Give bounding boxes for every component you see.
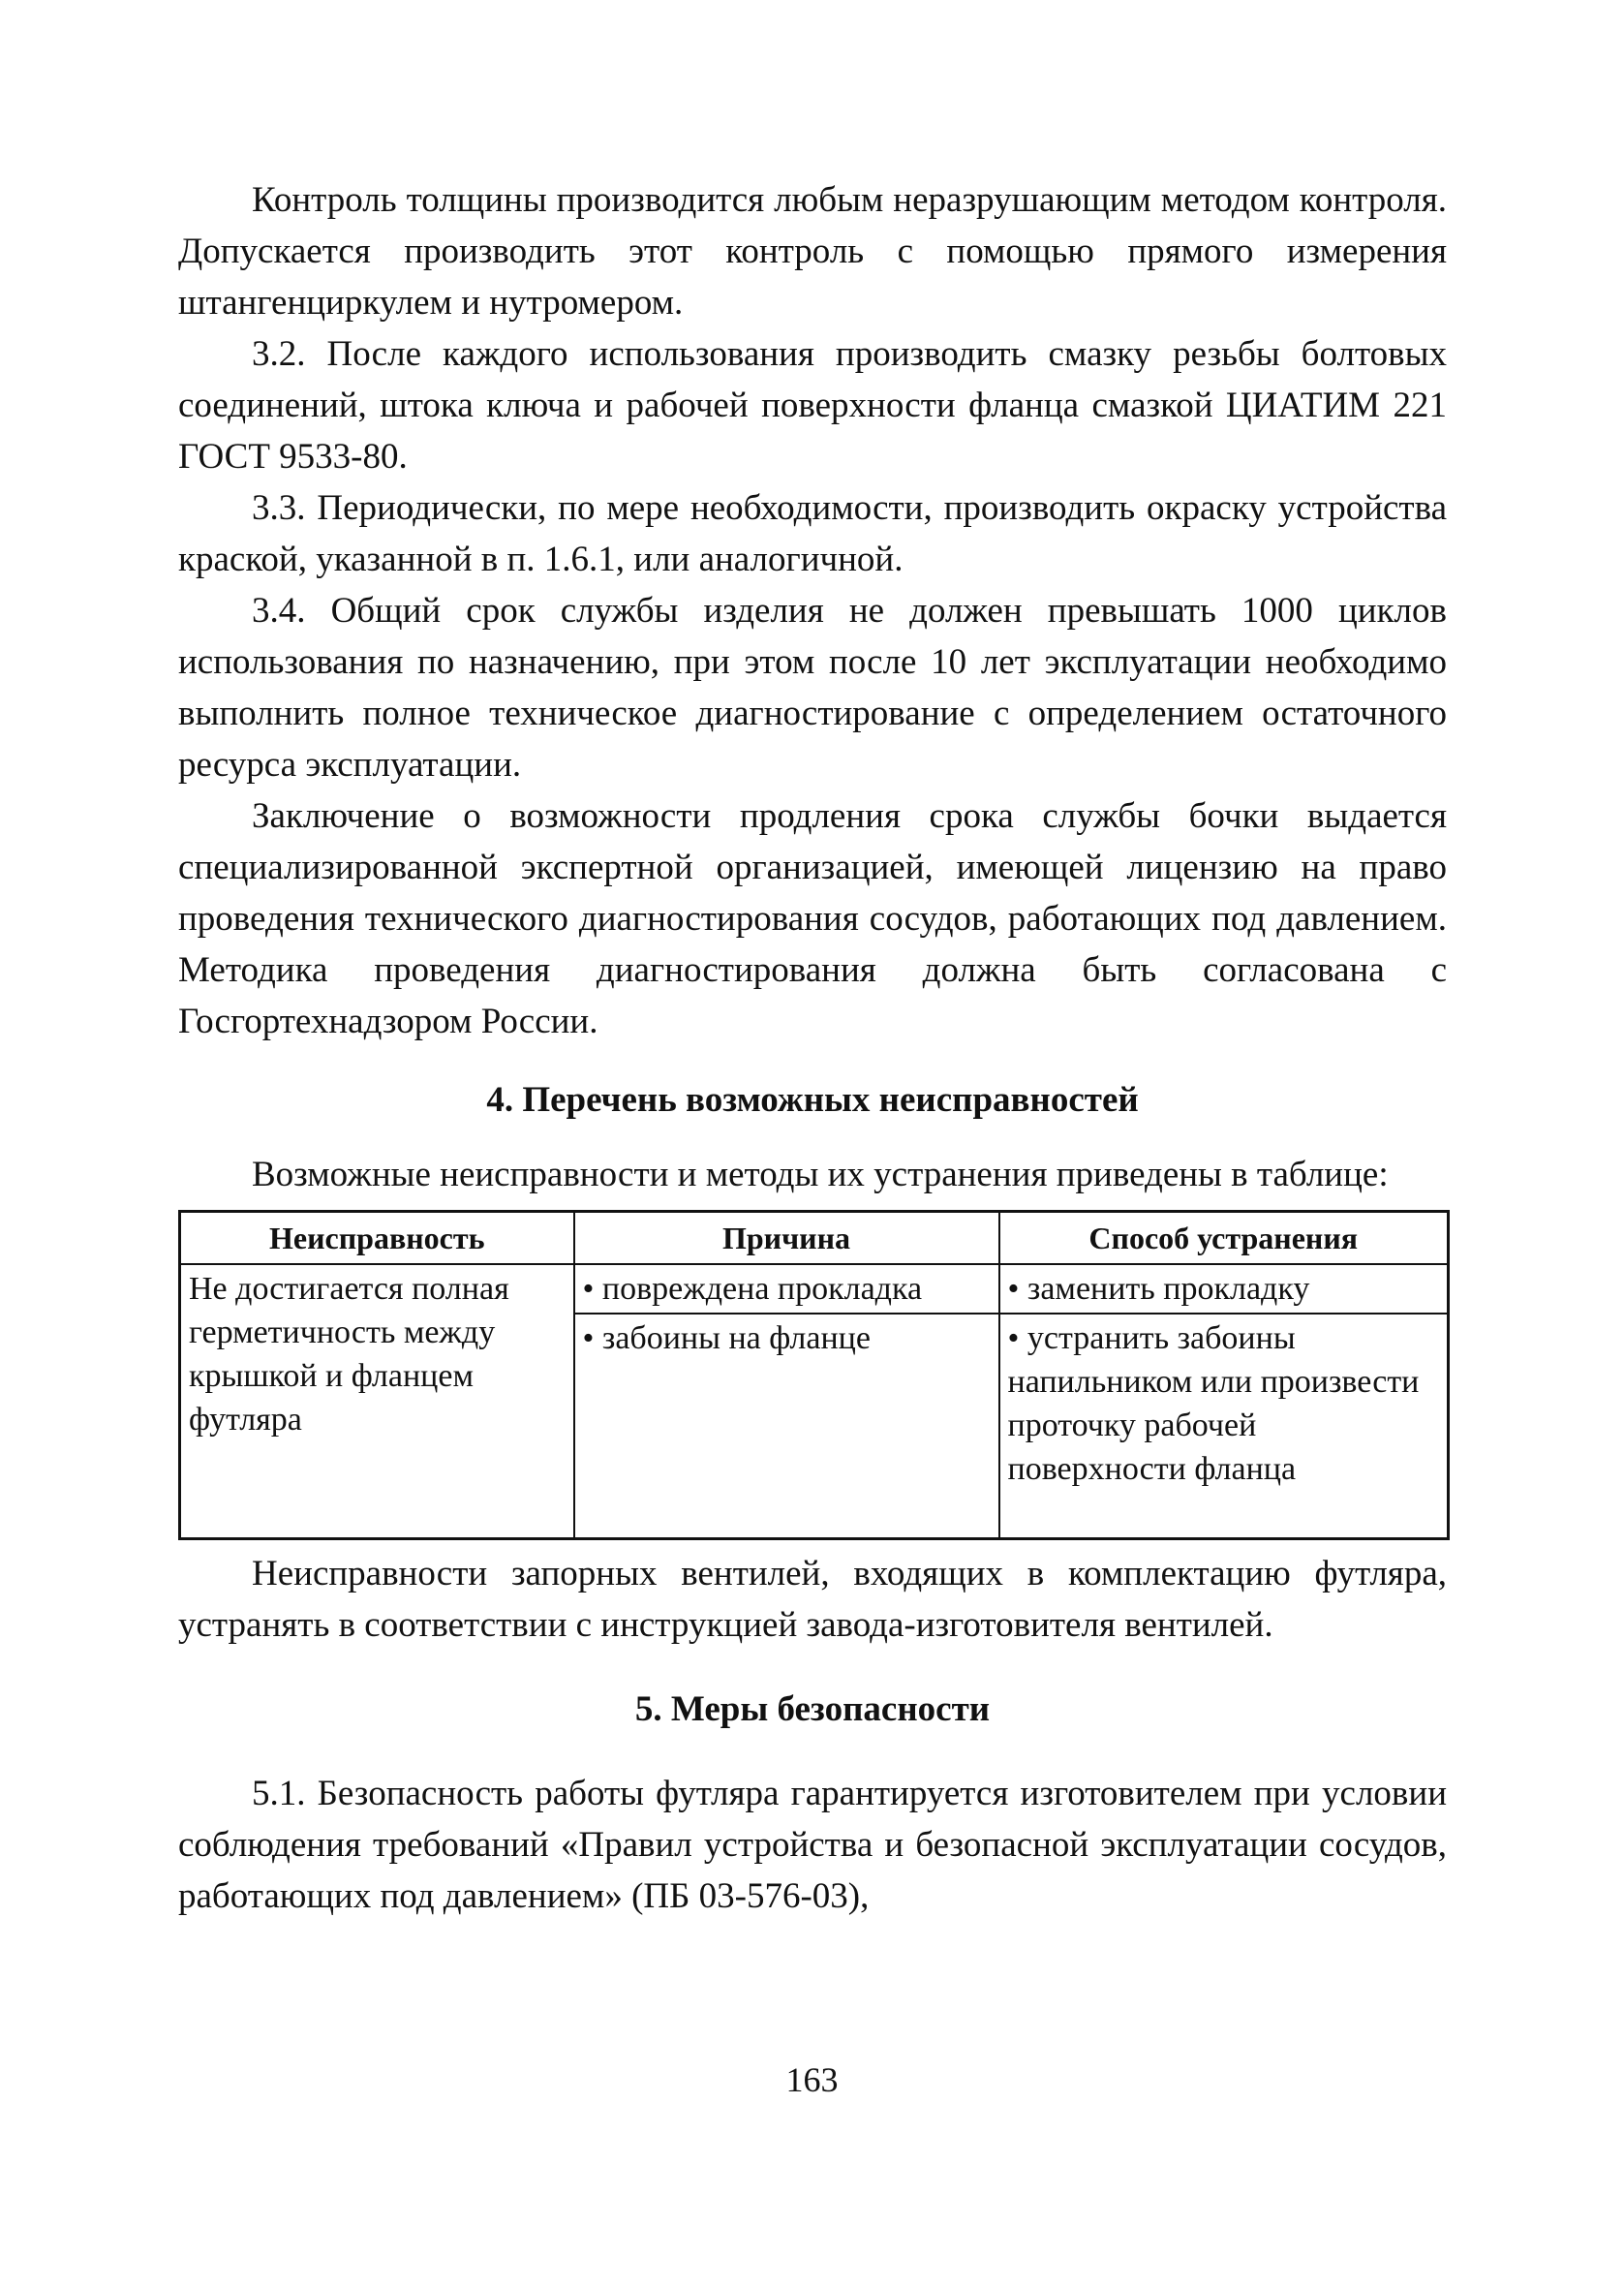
paragraph-thickness-control: Контроль толщины производится любым неразрушающим методом контроля. Допускается производить этот контроль с помощью прямого измерения штангенциркулем и нутромером.	[178, 180, 1447, 323]
header-fault: Неисправность	[180, 1212, 574, 1265]
cause-cell: • забоины на фланце	[574, 1314, 999, 1538]
section-4-heading: 4. Перечень возможных неисправностей	[486, 1080, 1139, 1120]
paragraph-5-1: 5.1. Безопасность работы футляра гарантируется изготовителем при условии соблюдения требований «Правил устройства и безопасной эксплуатации сосудов, работающих под давлением» (ПБ 03-576-03),	[178, 1773, 1447, 1916]
paragraph-valves: Неисправности запорных вентилей, входящих в комплектацию футляра, устранять в соответствии с инструкцией завода-изготовителя вентилей.	[178, 1553, 1447, 1645]
remedy-cell: • заменить прокладку	[999, 1264, 1449, 1314]
faults-table	[178, 1210, 1450, 1540]
paragraph-conclusion: Заключение о возможности продления срока службы бочки выдается специализированной экспертной организацией, имеющей лицензию на право проведения технического диагностирования сосудов, работающих под давлением. Методика проведения диагностирования должна быть согласована с Госгортехнадзором России.	[178, 796, 1447, 1041]
paragraph-3-3: 3.3. Периодически, по мере необходимости, производить окраску устройства краской, указанной в п. 1.6.1, или аналогичной.	[178, 488, 1447, 579]
remedy-cell: • устранить забоины напильником или произвести проточку рабочей поверхности фланца	[999, 1314, 1449, 1538]
table-header-row	[180, 1212, 1449, 1265]
page-content	[178, 174, 1447, 1922]
header-remedy: Способ устранения	[999, 1212, 1449, 1265]
fault-cell: Не достигается полная герметичность между крышкой и фланцем футляра	[180, 1264, 574, 1538]
section-4-intro: Возможные неисправности и методы их устранения приведены в таблице:	[252, 1155, 1389, 1194]
page-number: 163	[785, 2060, 839, 2099]
header-cause: Причина	[574, 1212, 999, 1265]
paragraph-3-2: 3.2. После каждого использования производить смазку резьбы болтовых соединений, штока ключа и рабочей поверхности фланца смазкой ЦИАТИМ 221 ГОСТ 9533-80.	[178, 334, 1447, 477]
cause-cell: • повреждена прокладка	[574, 1264, 999, 1314]
paragraph-3-4: 3.4. Общий срок службы изделия не должен превышать 1000 циклов использования по назначению, при этом после 10 лет эксплуатации необходимо выполнить полное техническое диагностирование с определением остаточного ресурса эксплуатации.	[178, 591, 1447, 785]
table-row	[180, 1264, 1449, 1314]
section-5-heading: 5. Меры безопасности	[634, 1688, 991, 1729]
